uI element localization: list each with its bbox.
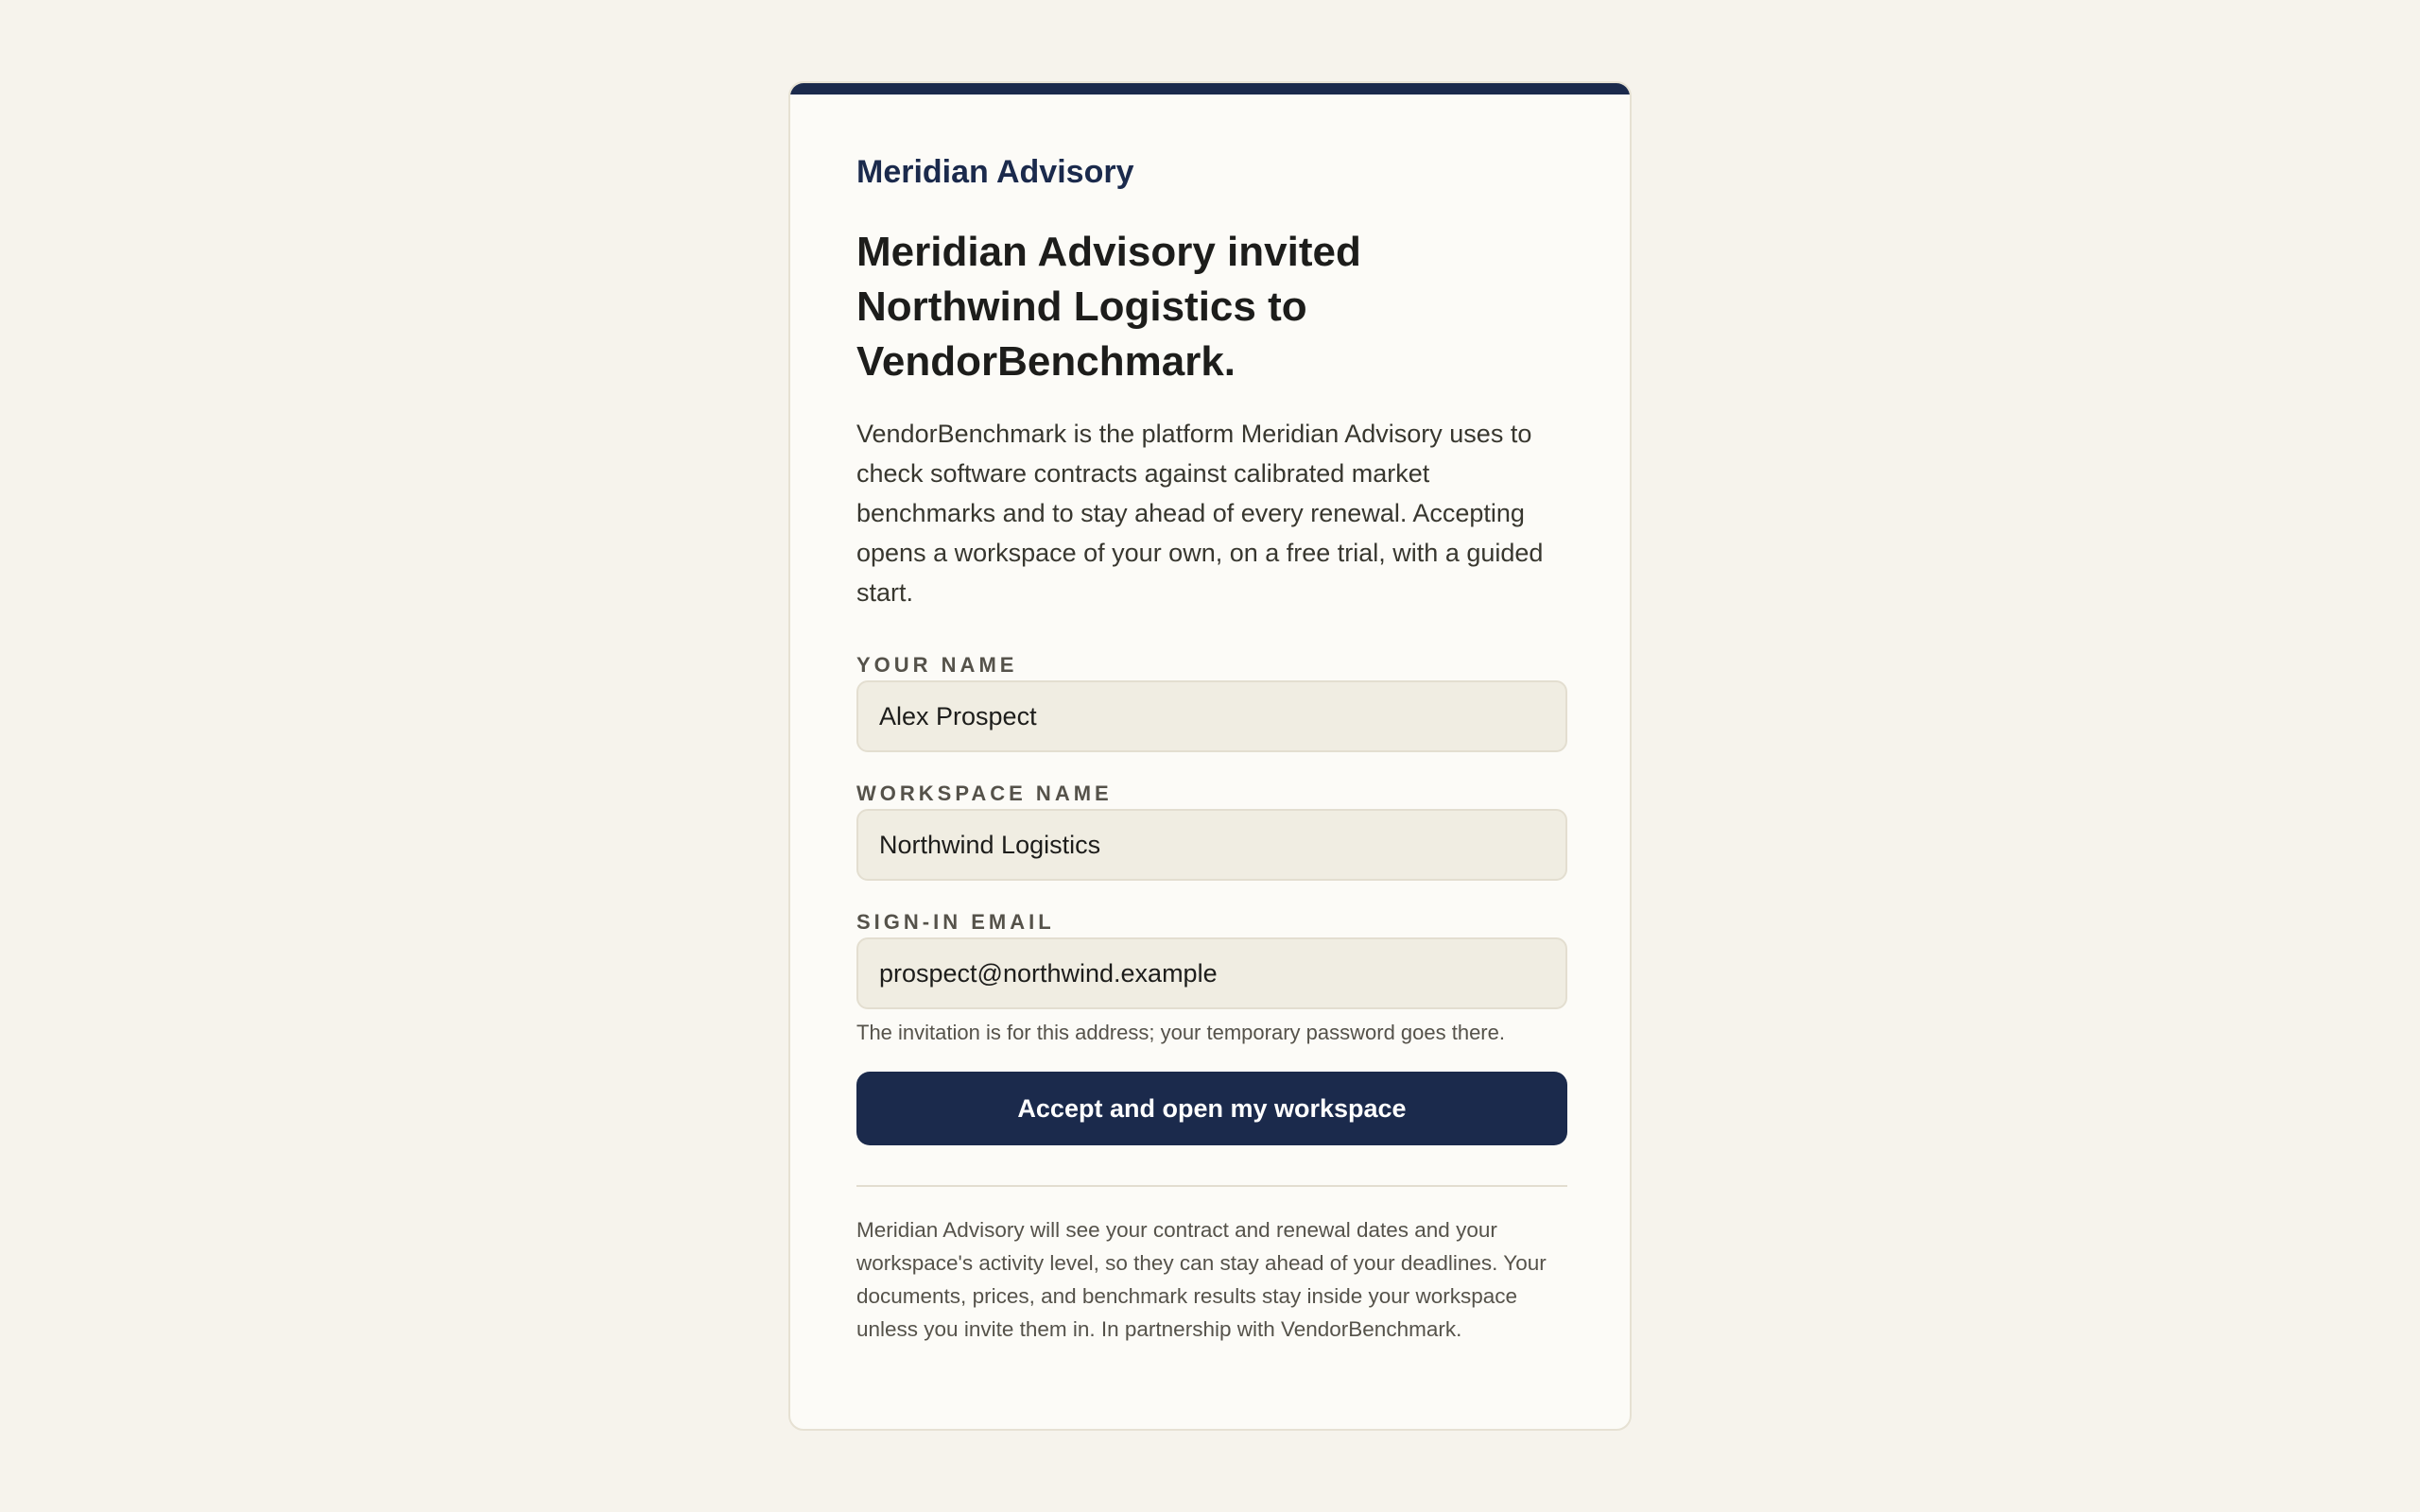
workspace-field-group (856, 781, 1567, 881)
workspace-name-input[interactable] (856, 809, 1567, 881)
divider (856, 1185, 1567, 1187)
name-label: YOUR NAME (856, 653, 1018, 677)
page-title: Meridian Advisory invited Northwind Logistics to VendorBenchmark. (856, 229, 1361, 385)
name-input[interactable] (856, 680, 1567, 752)
email-helper-text: The invitation is for this address; your temporary password goes there. (856, 1021, 1505, 1044)
name-field-group (856, 652, 1567, 752)
email-field-group (856, 909, 1567, 1047)
accept-invite-form (856, 652, 1567, 1145)
card-content (856, 151, 1567, 1346)
privacy-disclosure: Meridian Advisory will see your contract and renewal dates and your workspace's activity level, so they can stay ahead of your deadlines. Your documents, prices, and benchmark results stay inside your workspace unless you invite them in. In partnership with VendorBenchmark. (856, 1218, 1547, 1341)
accept-button[interactable]: Accept and open my workspace (856, 1072, 1567, 1145)
email-input[interactable] (856, 937, 1567, 1009)
email-label: SIGN-IN EMAIL (856, 910, 1055, 934)
workspace-label: WORKSPACE NAME (856, 782, 1113, 805)
invite-card (788, 81, 1632, 1431)
card-accent-bar (790, 83, 1630, 94)
brand-name: Meridian Advisory (856, 154, 1134, 190)
intro-text: VendorBenchmark is the platform Meridian Advisory uses to check software contracts against calibrated market benchmarks and to stay ahead of every renewal. Accepting opens a workspace of your own, on a free trial, with a guided start. (856, 420, 1544, 607)
